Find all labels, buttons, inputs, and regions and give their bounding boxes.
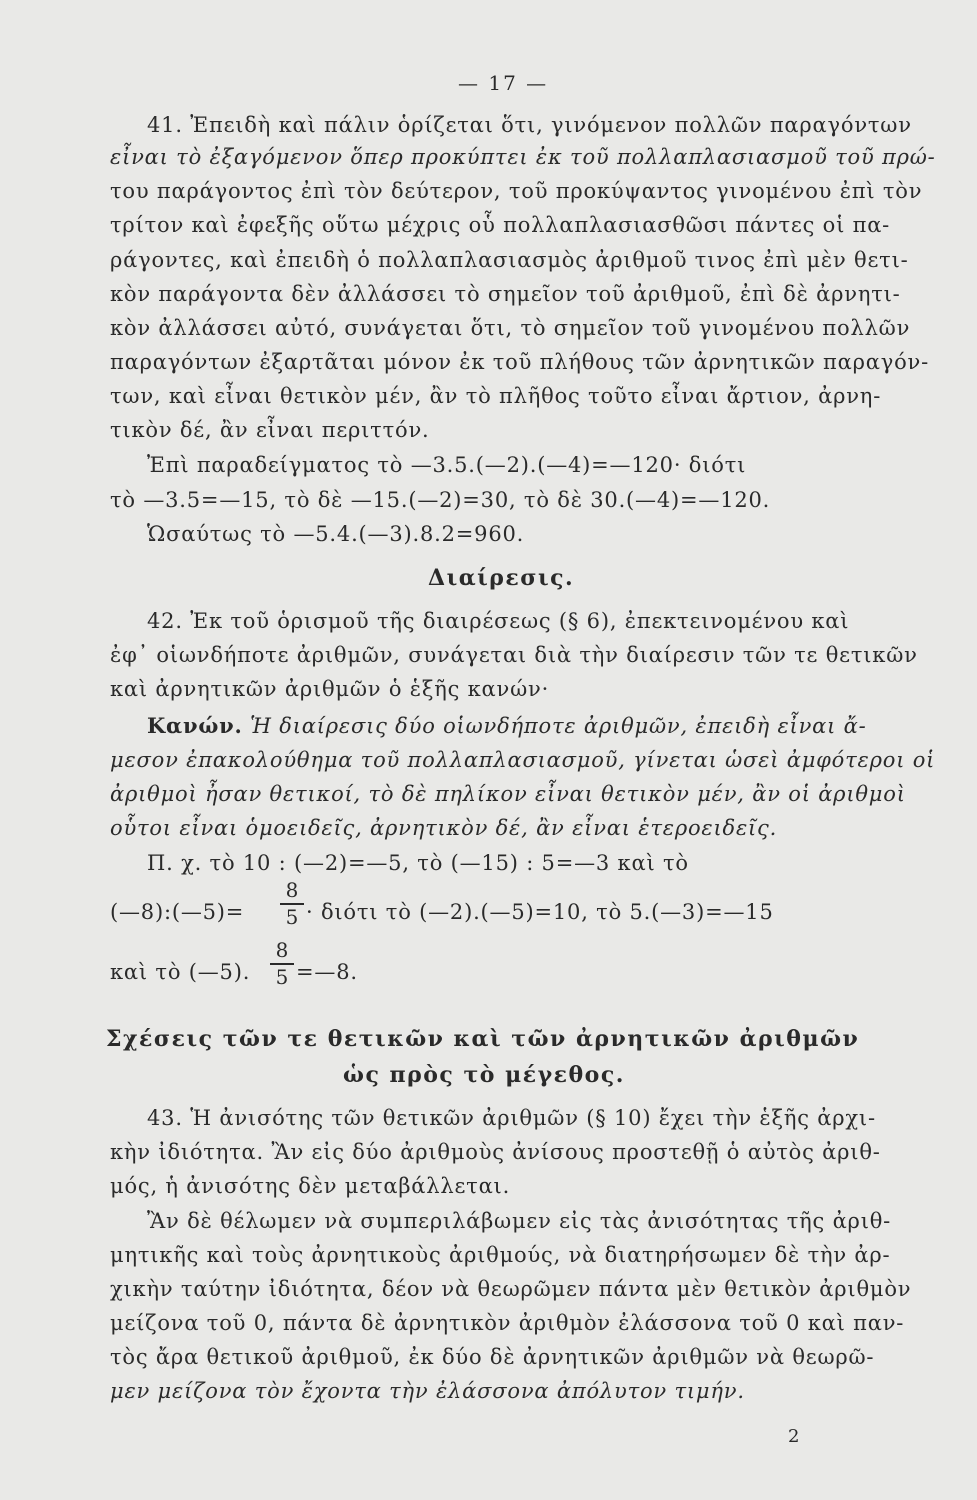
rule-line-4: οὗτοι εἶναι ὁμοειδεῖς, ἀρνητικὸν δέ, ἂν εἶναι ἑτεροειδεῖς. bbox=[110, 816, 778, 840]
paragraph-42-line-3: καὶ ἀρνητικῶν ἀριθμῶν ὁ ἑξῆς κανών· bbox=[110, 677, 550, 701]
paragraph-41-line-6: κὸν παράγοντα δὲν ἀλλάσσει τὸ σημεῖον τοῦ ἀριθμοῦ, ἐπὶ δὲ ἀρνητι- bbox=[110, 282, 901, 306]
heading-division: Διαίρεσις. bbox=[428, 565, 575, 591]
paragraph-43-line-7: μείζονα τοῦ 0, πάντα δὲ ἀρνητικὸν ἀριθμὸν ἐλάσσονα τοῦ 0 καὶ παν- bbox=[110, 1311, 905, 1335]
paragraph-41-line-1: 41. Ἐπειδὴ καὶ πάλιν ὁρίζεται ὅτι, γινόμενον πολλῶν παραγόντων bbox=[147, 113, 912, 137]
rule-text-1: Ἡ διαίρεσις δύο οἱωνδήποτε ἀριθμῶν, ἐπειδὴ εἶναι ἄ- bbox=[250, 714, 867, 738]
rule-label: Κανών. bbox=[147, 713, 243, 738]
division-example-line-3a: καὶ τὸ (—5). bbox=[110, 960, 251, 984]
example-line-1: Ἐπὶ παραδείγματος τὸ —3.5.(—2).(—4)=—120· διότι bbox=[147, 453, 747, 477]
fraction-denominator: 5 bbox=[285, 905, 299, 929]
division-example-line-2b: · διότι τὸ (—2).(—5)=10, τὸ 5.(—3)=—15 bbox=[306, 900, 774, 924]
heading-relations-line-2: ὡς πρὸς τὸ μέγεθος. bbox=[343, 1062, 625, 1088]
paragraph-43-line-4: Ἂν δὲ θέλωμεν νὰ συμπεριλάβωμεν εἰς τὰς ἀνισότητας τῆς ἀριθ- bbox=[147, 1209, 892, 1233]
heading-relations-line-1: Σχέσεις τῶν τε θετικῶν καὶ τῶν ἀρνητικῶν ἀριθμῶν bbox=[106, 1026, 860, 1052]
paragraph-41-line-2: εἶναι τὸ ἐξαγόμενον ὅπερ προκύπτει ἐκ τοῦ πολλαπλασιασμοῦ τοῦ πρώ- bbox=[110, 145, 936, 169]
signature-mark: 2 bbox=[788, 1426, 801, 1447]
paragraph-43-line-3: μός, ἡ ἀνισότης δὲν μεταβάλλεται. bbox=[110, 1174, 511, 1198]
division-example-line-2a: (—8):(—5)= bbox=[110, 900, 245, 924]
paragraph-42-line-2: ἐφ᾽ οἱωνδήποτε ἀριθμῶν, συνάγεται διὰ τὴν διαίρεσιν τῶν τε θετικῶν bbox=[110, 643, 918, 667]
rule-line-3: ἀριθμοὶ ἦσαν θετικοί, τὸ δὲ πηλίκον εἶναι θετικὸν μέν, ἂν οἱ ἀριθμοὶ bbox=[110, 782, 906, 806]
rule-line-2: μεσον ἐπακολούθημα τοῦ πολλαπλασιασμοῦ, γίνεται ὡσεὶ ἀμφότεροι οἱ bbox=[110, 748, 936, 772]
paragraph-43-line-6: χικὴν ταύτην ἰδιότητα, δέον νὰ θεωρῶμεν πάντα μὲν θετικὸν ἀριθμὸν bbox=[110, 1277, 912, 1301]
example-line-3: Ὡσαύτως τὸ —5.4.(—3).8.2=960. bbox=[147, 522, 525, 546]
fraction-numerator: 8 bbox=[285, 878, 299, 902]
paragraph-41-line-7: κὸν ἀλλάσσει αὐτό, συνάγεται ὅτι, τὸ σημεῖον τοῦ γινομένου πολλῶν bbox=[110, 316, 911, 340]
paragraph-41-line-5: ράγοντες, καὶ ἐπειδὴ ὁ πολλαπλασιασμὸς ἀριθμοῦ τινος ἐπὶ μὲν θετι- bbox=[110, 248, 909, 272]
page-number: — 17 — bbox=[458, 71, 549, 95]
fraction-denominator-2: 5 bbox=[275, 965, 289, 989]
example-line-2: τὸ —3.5=—15, τὸ δὲ —15.(—2)=30, τὸ δὲ 30.(—4)=—120. bbox=[110, 488, 771, 512]
paragraph-43-line-9: μεν μείζονα τὸν ἔχοντα τὴν ἐλάσσονα ἀπόλυτον τιμήν. bbox=[110, 1379, 745, 1403]
paragraph-43-line-8: τὸς ἄρα θετικοῦ ἀριθμοῦ, ἐκ δύο δὲ ἀρνητικῶν ἀριθμῶν νὰ θεωρῶ- bbox=[110, 1345, 875, 1369]
paragraph-42-line-1: 42. Ἐκ τοῦ ὁρισμοῦ τῆς διαιρέσεως (§ 6), ἐπεκτεινομένου καὶ bbox=[147, 609, 850, 633]
division-example-line-3b: =—8. bbox=[296, 960, 358, 984]
fraction-numerator-2: 8 bbox=[275, 938, 289, 962]
paragraph-41-line-3: του παράγοντος ἐπὶ τὸν δεύτερον, τοῦ προκύψαντος γινομένου ἐπὶ τὸν bbox=[110, 179, 923, 203]
paragraph-41-line-8: παραγόντων ἐξαρτᾶται μόνον ἐκ τοῦ πλήθους τῶν ἀρνητικῶν παραγόν- bbox=[110, 350, 929, 374]
paragraph-41-line-4: τρίτον καὶ ἐφεξῆς οὕτω μέχρις οὗ πολλαπλασιασθῶσι πάντες οἱ πα- bbox=[110, 213, 891, 237]
paragraph-41-line-10: τικὸν δέ, ἂν εἶναι περιττόν. bbox=[110, 418, 430, 442]
division-example-line-1: Π. χ. τὸ 10 : (—2)=—5, τὸ (—15) : 5=—3 καὶ τὸ bbox=[147, 851, 689, 875]
paragraph-43-line-5: μητικῆς καὶ τοὺς ἀρνητικοὺς ἀριθμούς, νὰ διατηρήσωμεν δὲ τὴν ἀρ- bbox=[110, 1243, 891, 1267]
paragraph-43-line-1: 43. Ἡ ἀνισότης τῶν θετικῶν ἀριθμῶν (§ 10) ἔχει τὴν ἑξῆς ἀρχι- bbox=[147, 1106, 876, 1130]
rule-line-1 bbox=[147, 715, 867, 737]
paragraph-43-line-2: κὴν ἰδιότητα. Ἂν εἰς δύο ἀριθμοὺς ἀνίσους προστεθῇ ὁ αὐτὸς ἀριθ- bbox=[110, 1140, 881, 1164]
paragraph-41-line-9: των, καὶ εἶναι θετικὸν μέν, ἂν τὸ πλῆθος τοῦτο εἶναι ἄρτιον, ἀρνη- bbox=[110, 384, 882, 408]
